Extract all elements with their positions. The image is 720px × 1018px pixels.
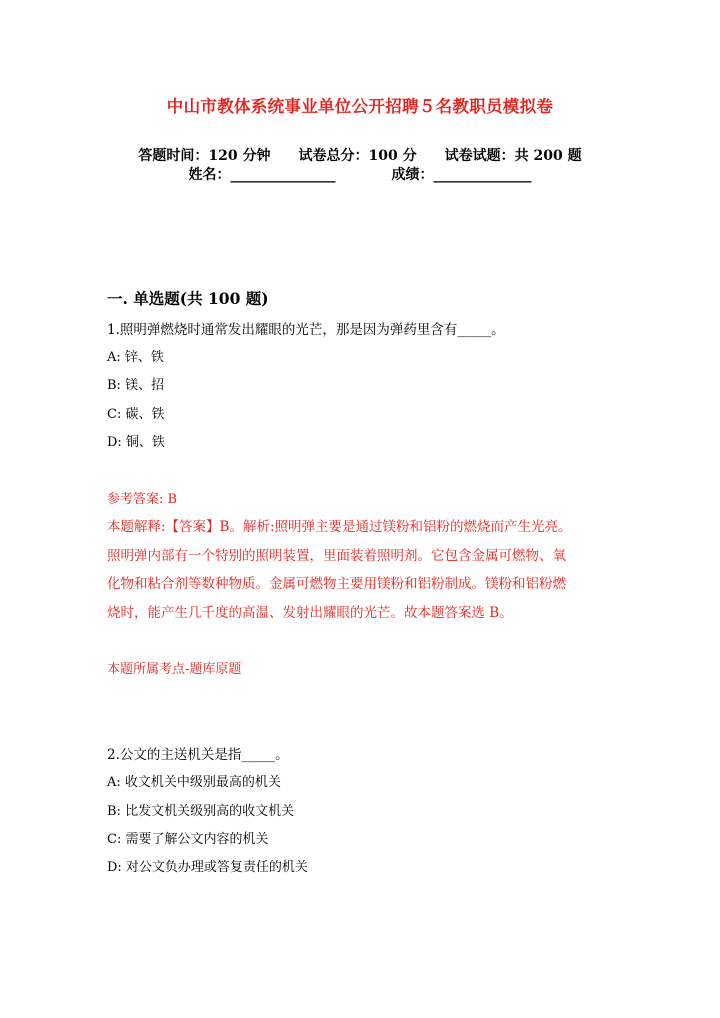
name-score-line: 姓名：_______________ 成绩：______________ — [188, 167, 532, 183]
exam-info-line: 答题时间：120 分钟 试卷总分：100 分 试卷试题：共 200 题 — [138, 148, 582, 164]
explanation-line: 烧时，能产生几千度的高温、发射出耀眼的光芒。故本题答案选 B。 — [107, 604, 513, 621]
question-1-option-d: D: 铜、铁 — [107, 435, 165, 450]
question-2-option-a: A: 收文机关中级别最高的机关 — [107, 775, 281, 790]
question-2-option-b: B: 比发文机关级别高的收文机关 — [107, 804, 295, 819]
question-1-topic: 本题所属考点-题库原题 — [107, 662, 242, 677]
section-heading: 一. 单选题(共 100 题) — [107, 289, 269, 308]
question-1-option-c: C: 碳、铁 — [107, 407, 165, 422]
question-1-answer: 参考答案: B — [107, 492, 178, 507]
question-2-stem: 2.公文的主送机关是指_____。 — [107, 747, 289, 763]
question-1-option-a: A: 锌、铁 — [107, 350, 164, 365]
question-1-option-b: B: 镁、招 — [107, 378, 165, 393]
question-1-explanation — [107, 513, 617, 627]
explanation-line: 本题解释:【答案】B。解析:照明弹主要是通过镁粉和铝粉的燃烧而产生光亮。 — [107, 519, 572, 535]
question-2-option-d: D: 对公文负办理或答复责任的机关 — [107, 860, 308, 875]
explanation-line: 照明弹内部有一个特别的照明装置，里面装着照明剂。它包含金属可燃物、氧 — [107, 547, 566, 564]
question-2-option-c: C: 需要了解公文内容的机关 — [107, 832, 269, 847]
explanation-line: 化物和粘合剂等数种物质。金属可燃物主要用镁粉和铝粉制成。镁粉和铝粉燃 — [107, 576, 566, 592]
document-title: 中山市教体系统事业单位公开招聘５名教职员模拟卷 — [166, 97, 554, 116]
question-1-stem: 1.照明弹燃烧时通常发出耀眼的光芒，那是因为弹药里含有_____。 — [107, 322, 505, 338]
